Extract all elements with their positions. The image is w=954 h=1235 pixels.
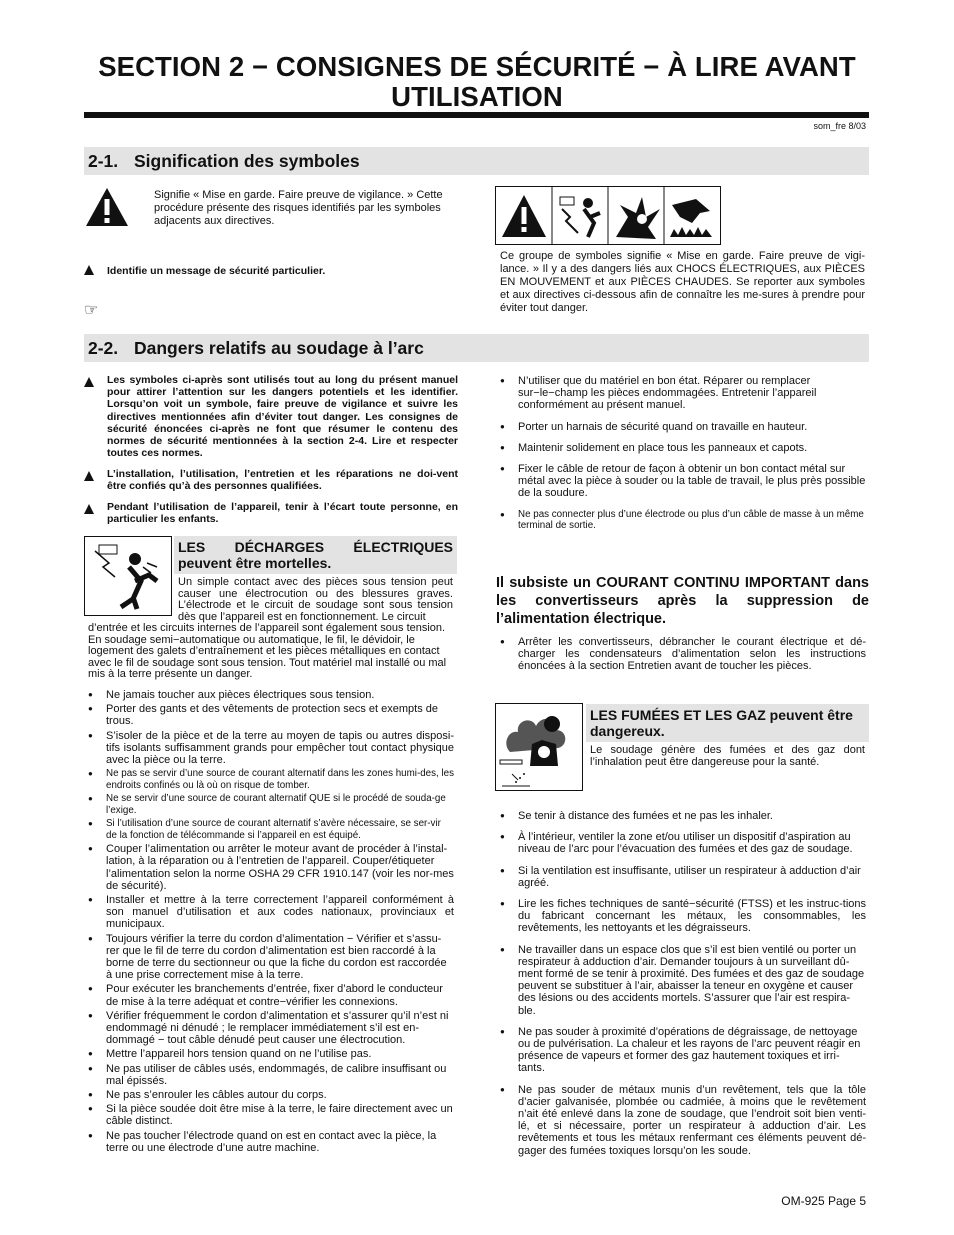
small-warning-triangle-icon — [84, 377, 94, 387]
list-item: ● Ne pas souder de métaux munis d’un revêtement, tels que la tôle d’acier galvanisée, plombée ou cadmiée, à moins que le revêtement n’ait été enlevé dans la zone de soudage, que l’endroit soit bien venti-lé, et si nécessaire, porter un respirateur à adduction d’air. Les revêtements et tous les métaux renfermant ces éléments peuvent dé-gager des fumées toxiques lorsqu’on les soude. — [496, 1084, 866, 1157]
page-title: SECTION 2 − CONSIGNES DE SÉCURITÉ − À LIRE AVANT UTILISATION — [98, 51, 856, 112]
shock-intro-full: d’entrée et les circuits internes de l’appareil sont également sous tension. En soudage semi−automatique ou automatique, le fil, le dévidoir, le logement des galets d’entraînement et les pièces métalliques en contact avec le fil de soudage sont sous tension. Tout matériel mal installé ou mal mis à la terre présente un danger. — [88, 622, 447, 681]
doc-code: som_fre 8/03 — [813, 121, 866, 131]
warning-text: L’installation, l’utilisation, l’entretien et les réparations ne doi-vent être confiés qu’à des personnes qualifiées. — [107, 468, 458, 493]
symbol-group-text: Ce groupe de symboles signifie « Mise en garde. Faire preuve de vigi-lance. » Il y a des dangers liés aux CHOCS ÉLECTRIQUES, aux PIÈCES EN MOUVEMENT et aux PIÈCES CHAUDES. Se reporter aux symboles et aux directives ci-dessous afin de connaître les me-sures à prendre pour éviter tout danger. — [500, 250, 865, 314]
list-item: ● Maintenir solidement en place tous les panneaux et capots. — [496, 442, 866, 454]
list-item: ● N’utiliser que du matériel en bon état. Réparer ou remplacer sur−le−champ les pièces endommagées. Entretenir l’appareil conformément au présent manuel. — [496, 375, 866, 412]
warning-item — [84, 468, 458, 492]
list-item: ● Porter des gants et des vêtements de protection secs et exempts de trous. — [84, 703, 454, 727]
warning-text: Les symboles ci-après sont utilisés tout au long du présent manuel pour attirer l’attention sur les dangers potentiels et les identifier. Lorsqu’on voit un symbole, faire preuve de vigilance et suivre les directives mentionnées afin d’éviter tout danger. Les consignes de sécurité énoncées ci-après ne font que résumer le contenu des normes de sécurité mentionnées à la section 2-4. Lire et respecter toutes ces normes. — [107, 374, 458, 460]
list-item: ● Ne se servir d’une source de courant alternatif QUE si le procédé de souda-ge l’exige. — [84, 793, 454, 816]
section-title: Signification des symboles — [134, 151, 360, 171]
list-item: ● Ne pas utiliser de câbles usés, endommagés, de calibre insuffisant ou mal épissés. — [84, 1063, 454, 1087]
fumes-heading — [586, 704, 869, 742]
small-warning-triangle-icon — [84, 471, 94, 481]
list-item: ● Toujours vérifier la terre du cordon d’alimentation − Vérifier et s’assu-rer que le fil de terre du cordon d’alimentation est bien raccordé à la borne de terre du sectionneur ou que la fiche du cordon est raccordée à une prise correctement mise à la terre. — [84, 933, 454, 982]
hazard-heading-text: LES FUMÉES ET LES GAZ peuvent être dangereux. — [590, 707, 853, 739]
list-item: ● Couper l’alimentation ou arrêter le moteur avant de procéder à l’instal-lation, à la réparation ou à l’entretien de l’appareil. Couper/étiqueter l’alimentation selon la norme OSHA 29 CFR 1910.147 (voir les nor-mes de sécurité). — [84, 843, 454, 892]
small-warning-triangle-icon — [84, 504, 94, 514]
list-item: ● Si la pièce soudée doit être mise à la terre, le faire directement avec un câble distinct. — [84, 1103, 454, 1127]
list-item: ● Si l’utilisation d’une source de courant alternatif s’avère nécessaire, se ser-vir de la fonction de télécommande si l’appareil en est équipé. — [84, 818, 454, 841]
fumes-intro: Le soudage génère des fumées et des gaz dont l’inhalation peut être dangereuse pour la santé. — [590, 744, 865, 768]
list-item: ● Lire les fiches techniques de santé−sécurité (FTSS) et les instruc-tions du fabricant concernant les métaux, les consommables, les revêtements, les nettoyants et les dégraisseurs. — [496, 898, 866, 935]
electric-shock-hazard-image — [84, 536, 172, 616]
section-title: Dangers relatifs au soudage à l’arc — [134, 338, 424, 358]
warning-triangle-icon — [496, 187, 552, 244]
note-hand-icon: ☞ — [84, 302, 99, 319]
list-item: ● Ne pas s’enrouler les câbles autour du corps. — [84, 1089, 454, 1101]
warning-text: Pendant l’utilisation de l’appareil, tenir à l’écart toute personne, en particulier les enfants. — [107, 501, 458, 526]
identify-text: Identifie un message de sécurité particulier. — [107, 265, 326, 277]
dc-warning-heading: Il subsiste un COURANT CONTINU IMPORTANT dans les convertisseurs après la suppression de l’alimentation électrique. — [496, 575, 869, 627]
hot-parts-icon — [670, 199, 712, 237]
list-item: ● Se tenir à distance des fumées et ne pas les inhaler. — [496, 810, 866, 822]
shock-intro-right: Un simple contact avec des pièces sous tension peut causer une électrocution ou des blessures graves. L’électrode et le circuit de soudage sont sous tension dès que l’appareil est en fonctionnement. Le circuit — [178, 576, 453, 623]
section-number: 2-2. — [88, 338, 119, 358]
list-item: ● À l’intérieur, ventiler la zone et/ou utiliser un dispositif d’aspiration au niveau de l’arc pour l’évacuation des fumées et des gaz de soudage. — [496, 831, 866, 855]
list-item: ● Fixer le câble de retour de façon à obtenir un bon contact métal sur métal avec la pièce à souder ou la table de travail, le plus près possible de la soudure. — [496, 463, 866, 500]
small-warning-triangle-icon — [84, 265, 94, 275]
moving-parts-icon — [616, 197, 660, 239]
list-item: ● S’isoler de la pièce et de la terre au moyen de tapis ou autres disposi-tifs isolants suffisamment grands pour empêcher tout contact physique avec la pièce ou la terre. — [84, 730, 454, 767]
list-item: ● Pour exécuter les branchements d’entrée, fixer d’abord le conducteur de mise à la terre adéquat et contre−vérifier les connexions. — [84, 983, 454, 1007]
warning-item — [84, 374, 458, 459]
title-rule — [84, 112, 869, 118]
fumes-hazard-image — [495, 703, 583, 791]
list-item: ● Installer et mettre à la terre correctement l’appareil conformément à son manuel d’utilisation et aux codes nationaux, provinciaux et municipaux. — [84, 894, 454, 931]
electric-shock-heading — [174, 536, 457, 574]
list-item: ● Ne jamais toucher aux pièces électriques sous tension. — [84, 689, 454, 701]
warning-symbol-text: Signifie « Mise en garde. Faire preuve de vigilance. » Cette procédure présente des risques identifiés par les symboles adjacents aux directives. — [154, 189, 443, 227]
symbol-group — [495, 186, 721, 245]
list-item: ● Mettre l’appareil hors tension quand on ne l’utilise pas. — [84, 1048, 454, 1060]
section-2-1-heading — [84, 147, 869, 175]
section-number: 2-1. — [88, 151, 119, 171]
hazard-heading-text: LES DÉCHARGES ÉLECTRIQUES peuvent être mortelles. — [178, 539, 453, 571]
shock-right-bullet-list — [496, 375, 866, 532]
list-item: ● Ne travailler dans un espace clos que s’il est bien ventilé ou porter un respirateur à adduction d’air. Demander toujours à un surveillant dû-ment formé de se tenir à proximité. Des fumées et des gaz de soudage peuvent se substituer à l’air, abaisser la teneur en oxygène et causer des lésions ou des accidents mortels. S’assurer que l’air est respira-ble. — [496, 944, 866, 1017]
list-item: ● Ne pas se servir d’une source de courant alternatif dans les zones humi-des, les endroits confinés ou là où on risque de tomber. — [84, 768, 454, 791]
list-item: ● Ne pas souder à proximité d’opérations de dégraissage, de nettoyage ou de pulvérisation. La chaleur et les rayons de l’arc peuvent réagir en présence de vapeurs et former des gaz hautement toxiques et irri-tants. — [496, 1026, 866, 1075]
electric-shock-icon — [560, 197, 600, 237]
dc-bullet-list — [496, 636, 866, 673]
shock-bullet-list — [84, 689, 454, 1156]
warning-item — [84, 501, 458, 525]
list-item: ● Vérifier fréquemment le cordon d’alimentation et s’assurer qu’il n’est ni endommagé ni dénudé ; le remplacer immédiatement s’il est en-dommagé − tout câble dénudé peut causer une électrocution. — [84, 1010, 454, 1047]
list-item: ● Ne pas toucher l’électrode quand on est en contact avec la pièce, la terre ou une électrode d’une autre machine. — [84, 1130, 454, 1154]
list-item: ● Ne pas connecter plus d’une électrode ou plus d’un câble de masse à un même terminal de sortie. — [496, 509, 866, 532]
list-item: ● Arrêter les convertisseurs, débrancher le courant électrique et dé-charger les condensateurs d’alimentation selon les instructions énoncées à la section Entretien avant de toucher les pièces. — [496, 636, 866, 673]
identify-row — [84, 265, 454, 277]
list-item: ● Porter un harnais de sécurité quand on travaille en hauteur. — [496, 421, 866, 433]
section-2-2-heading — [84, 334, 869, 362]
page-footer: OM-925 Page 5 — [781, 1194, 866, 1208]
warning-triangle-icon — [84, 186, 130, 233]
list-item: ● Si la ventilation est insuffisante, utiliser un respirateur à adduction d’air agréé. — [496, 865, 866, 889]
fumes-bullet-list — [496, 810, 866, 1157]
